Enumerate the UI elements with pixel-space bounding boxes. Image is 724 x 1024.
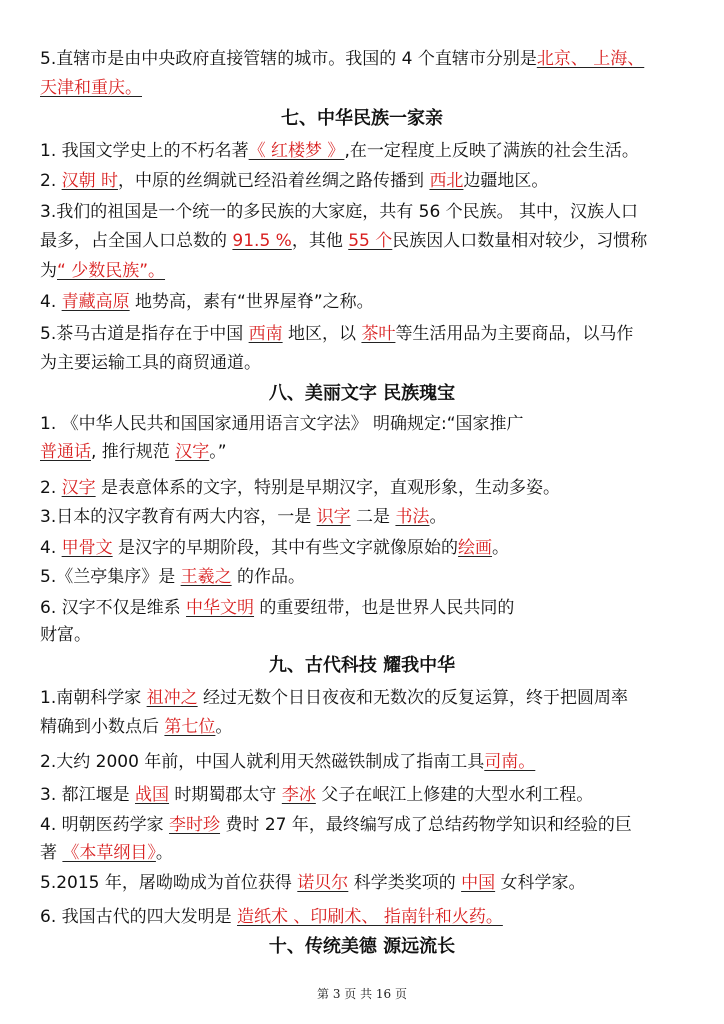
answer-fill: 北京、 上海、 bbox=[536, 49, 645, 69]
answer-fill: 战国 bbox=[135, 785, 170, 805]
s8-item-1-line-2 bbox=[40, 437, 690, 467]
answer-fill: 中华文明 bbox=[186, 598, 255, 618]
s7-item-5-line-2 bbox=[40, 348, 690, 378]
text-segment: 科学类奖项的 bbox=[348, 873, 462, 893]
text-segment: 十、传统美德 源远流长 bbox=[268, 936, 456, 957]
answer-fill: 绘画 bbox=[458, 538, 493, 558]
text-segment: 边疆地区。 bbox=[463, 171, 549, 191]
s7-item-3-line-1 bbox=[40, 197, 690, 227]
text-segment: 的作品。 bbox=[231, 567, 306, 587]
text-segment: 为 bbox=[40, 261, 57, 281]
answer-fill: 55 个 bbox=[348, 231, 393, 251]
text-segment: 著 bbox=[40, 843, 63, 863]
answer-fill: 《 红楼梦 》 bbox=[248, 141, 345, 161]
answer-fill: 李冰 bbox=[281, 785, 316, 805]
answer-fill: 茶叶 bbox=[361, 324, 396, 344]
text-segment: 5.茶马古道是指存在于中国 bbox=[40, 324, 249, 344]
text-segment: 1. 《中华人民共和国国家通用语言文字法》 明确规定:“国家推广 bbox=[40, 414, 524, 434]
text-segment: 5.《兰亭集序》是 bbox=[40, 567, 181, 587]
text-segment: 1.南朝科学家 bbox=[40, 688, 147, 708]
text-segment: 。 bbox=[155, 843, 173, 863]
s8-item-5 bbox=[40, 562, 690, 592]
text-segment: 地势高，素有“世界屋脊”之称。 bbox=[129, 292, 374, 312]
text-segment: 为主要运输工具的商贸通道。 bbox=[40, 353, 261, 373]
text-segment: 4. bbox=[40, 292, 62, 312]
answer-fill: 书法 bbox=[395, 507, 430, 527]
answer-fill: 91.5 % bbox=[232, 231, 292, 251]
answer-fill: “ 少数民族”。 bbox=[57, 261, 166, 281]
text-segment: 费时 27 年，最终编写成了总结药物学知识和经验的巨 bbox=[220, 815, 632, 835]
text-segment: 4. bbox=[40, 538, 62, 558]
text-segment: 地区，以 bbox=[282, 324, 362, 344]
section-8-heading bbox=[0, 379, 724, 409]
section-10-heading bbox=[0, 932, 724, 962]
s7-item-1 bbox=[40, 136, 690, 166]
answer-fill: 青藏高原 bbox=[61, 292, 130, 312]
text-segment: 九、古代科技 耀我中华 bbox=[268, 655, 456, 676]
answer-fill: 天津和重庆。 bbox=[40, 78, 142, 98]
s9-item-6 bbox=[40, 902, 690, 932]
text-segment: , 推行规范 bbox=[91, 442, 176, 462]
answer-fill: 汉字 bbox=[175, 442, 210, 462]
text-segment: 2. bbox=[40, 478, 62, 498]
text-segment: 3. 都江堰是 bbox=[40, 785, 136, 805]
text-segment: 。 bbox=[492, 538, 510, 558]
answer-fill: 造纸术 、印刷术、 指南针和火药。 bbox=[237, 907, 503, 927]
answer-fill: 李时珍 bbox=[169, 815, 221, 835]
text-segment: 是表意体系的文字，特别是早期汉字，直观形象，生动多姿。 bbox=[95, 478, 561, 498]
text-segment: 经过无数个日日夜夜和无数次的反复运算，终于把圆周率 bbox=[197, 688, 629, 708]
text-segment: 七、中华民族一家亲 bbox=[281, 108, 443, 129]
answer-fill: 《本草纲目》 bbox=[62, 843, 156, 863]
s8-item-6-line-1 bbox=[40, 593, 690, 623]
answer-fill: 甲骨文 bbox=[61, 538, 113, 558]
text-segment: 6. 汉字不仅是维系 bbox=[40, 598, 187, 618]
item-5-line-2 bbox=[40, 73, 690, 103]
text-segment: 的重要纽带，也是世界人民共同的 bbox=[254, 598, 515, 618]
answer-fill: 诺贝尔 bbox=[297, 873, 349, 893]
text-segment: 等生活用品为主要商品，以马作 bbox=[395, 324, 634, 344]
text-segment: 5.2015 年，屠呦呦成为首位获得 bbox=[40, 873, 298, 893]
s7-item-5-line-1 bbox=[40, 319, 690, 349]
answer-fill: 西北 bbox=[429, 171, 464, 191]
text-segment: ，其他 bbox=[291, 231, 349, 251]
s7-item-3-line-2 bbox=[40, 226, 690, 256]
answer-fill: 普通话 bbox=[40, 442, 91, 462]
text-segment: 3.日本的汉字教育有两大内容，一是 bbox=[40, 507, 317, 527]
text-segment: 。” bbox=[209, 442, 227, 462]
page-footer: 第 3 页 共 16 页 bbox=[317, 987, 407, 1001]
text-segment: 二是 bbox=[350, 507, 396, 527]
s9-item-4-line-1 bbox=[40, 810, 690, 840]
text-segment: 6. 我国古代的四大发明是 bbox=[40, 907, 238, 927]
s7-item-2 bbox=[40, 166, 690, 196]
text-segment: 3.我们的祖国是一个统一的多民族的大家庭，共有 56 个民族。 其中，汉族人口 bbox=[40, 202, 639, 222]
text-segment: 4. 明朝医药学家 bbox=[40, 815, 170, 835]
text-segment: ，中原的丝绸就已经沿着丝绸之路传播到 bbox=[118, 171, 430, 191]
answer-fill: 西南 bbox=[248, 324, 283, 344]
text-segment: 1. 我国文学史上的不朽名著 bbox=[40, 141, 249, 161]
text-segment: 2. bbox=[40, 171, 62, 191]
text-segment: 女科学家。 bbox=[495, 873, 586, 893]
answer-fill: 中国 bbox=[461, 873, 496, 893]
section-7-heading bbox=[0, 104, 724, 134]
text-segment: 民族因人口数量相对较少，习惯称 bbox=[392, 231, 648, 251]
text-segment: 。 bbox=[429, 507, 447, 527]
section-9-heading bbox=[0, 651, 724, 681]
text-segment: 2.大约 2000 年前，中国人就利用天然磁铁制成了指南工具 bbox=[40, 752, 485, 772]
s9-item-5 bbox=[40, 868, 690, 898]
answer-fill: 第七位 bbox=[164, 717, 216, 737]
answer-fill: 汉朝 时 bbox=[61, 171, 119, 191]
text-segment: 精确到小数点后 bbox=[40, 717, 165, 737]
s7-item-3-line-3 bbox=[40, 256, 690, 286]
text-segment: 财富。 bbox=[40, 625, 91, 645]
item-5-line-1 bbox=[40, 44, 690, 74]
s8-item-1-line-1 bbox=[40, 409, 690, 439]
s8-item-4 bbox=[40, 533, 690, 563]
s9-item-1-line-2 bbox=[40, 712, 690, 742]
text-segment: 最多，占全国人口总数的 bbox=[40, 231, 233, 251]
s8-item-6-line-2 bbox=[40, 620, 690, 650]
text-segment: ,在一定程度上反映了满族的社会生活。 bbox=[344, 141, 639, 161]
s9-item-3 bbox=[40, 780, 690, 810]
s9-item-2 bbox=[40, 747, 690, 777]
answer-fill: 王羲之 bbox=[180, 567, 232, 587]
s9-item-1-line-1 bbox=[40, 683, 690, 713]
text-segment: 时期蜀郡太守 bbox=[169, 785, 282, 805]
text-segment: 八、美丽文字 民族瑰宝 bbox=[268, 383, 456, 404]
text-segment: 。 bbox=[215, 717, 233, 737]
answer-fill: 祖冲之 bbox=[146, 688, 198, 708]
s7-item-4 bbox=[40, 287, 690, 317]
text-segment: 是汉字的早期阶段，其中有些文字就像原始的 bbox=[112, 538, 459, 558]
s9-item-4-line-2 bbox=[40, 838, 690, 868]
s8-item-2 bbox=[40, 473, 690, 503]
answer-fill: 司南。 bbox=[484, 752, 536, 772]
s8-item-3 bbox=[40, 502, 690, 532]
answer-fill: 识字 bbox=[316, 507, 351, 527]
text-segment: 5.直辖市是由中央政府直接管辖的城市。我国的 4 个直辖市分别是 bbox=[40, 49, 537, 69]
answer-fill: 汉字 bbox=[61, 478, 96, 498]
text-segment: 父子在岷江上修建的大型水利工程。 bbox=[315, 785, 594, 805]
